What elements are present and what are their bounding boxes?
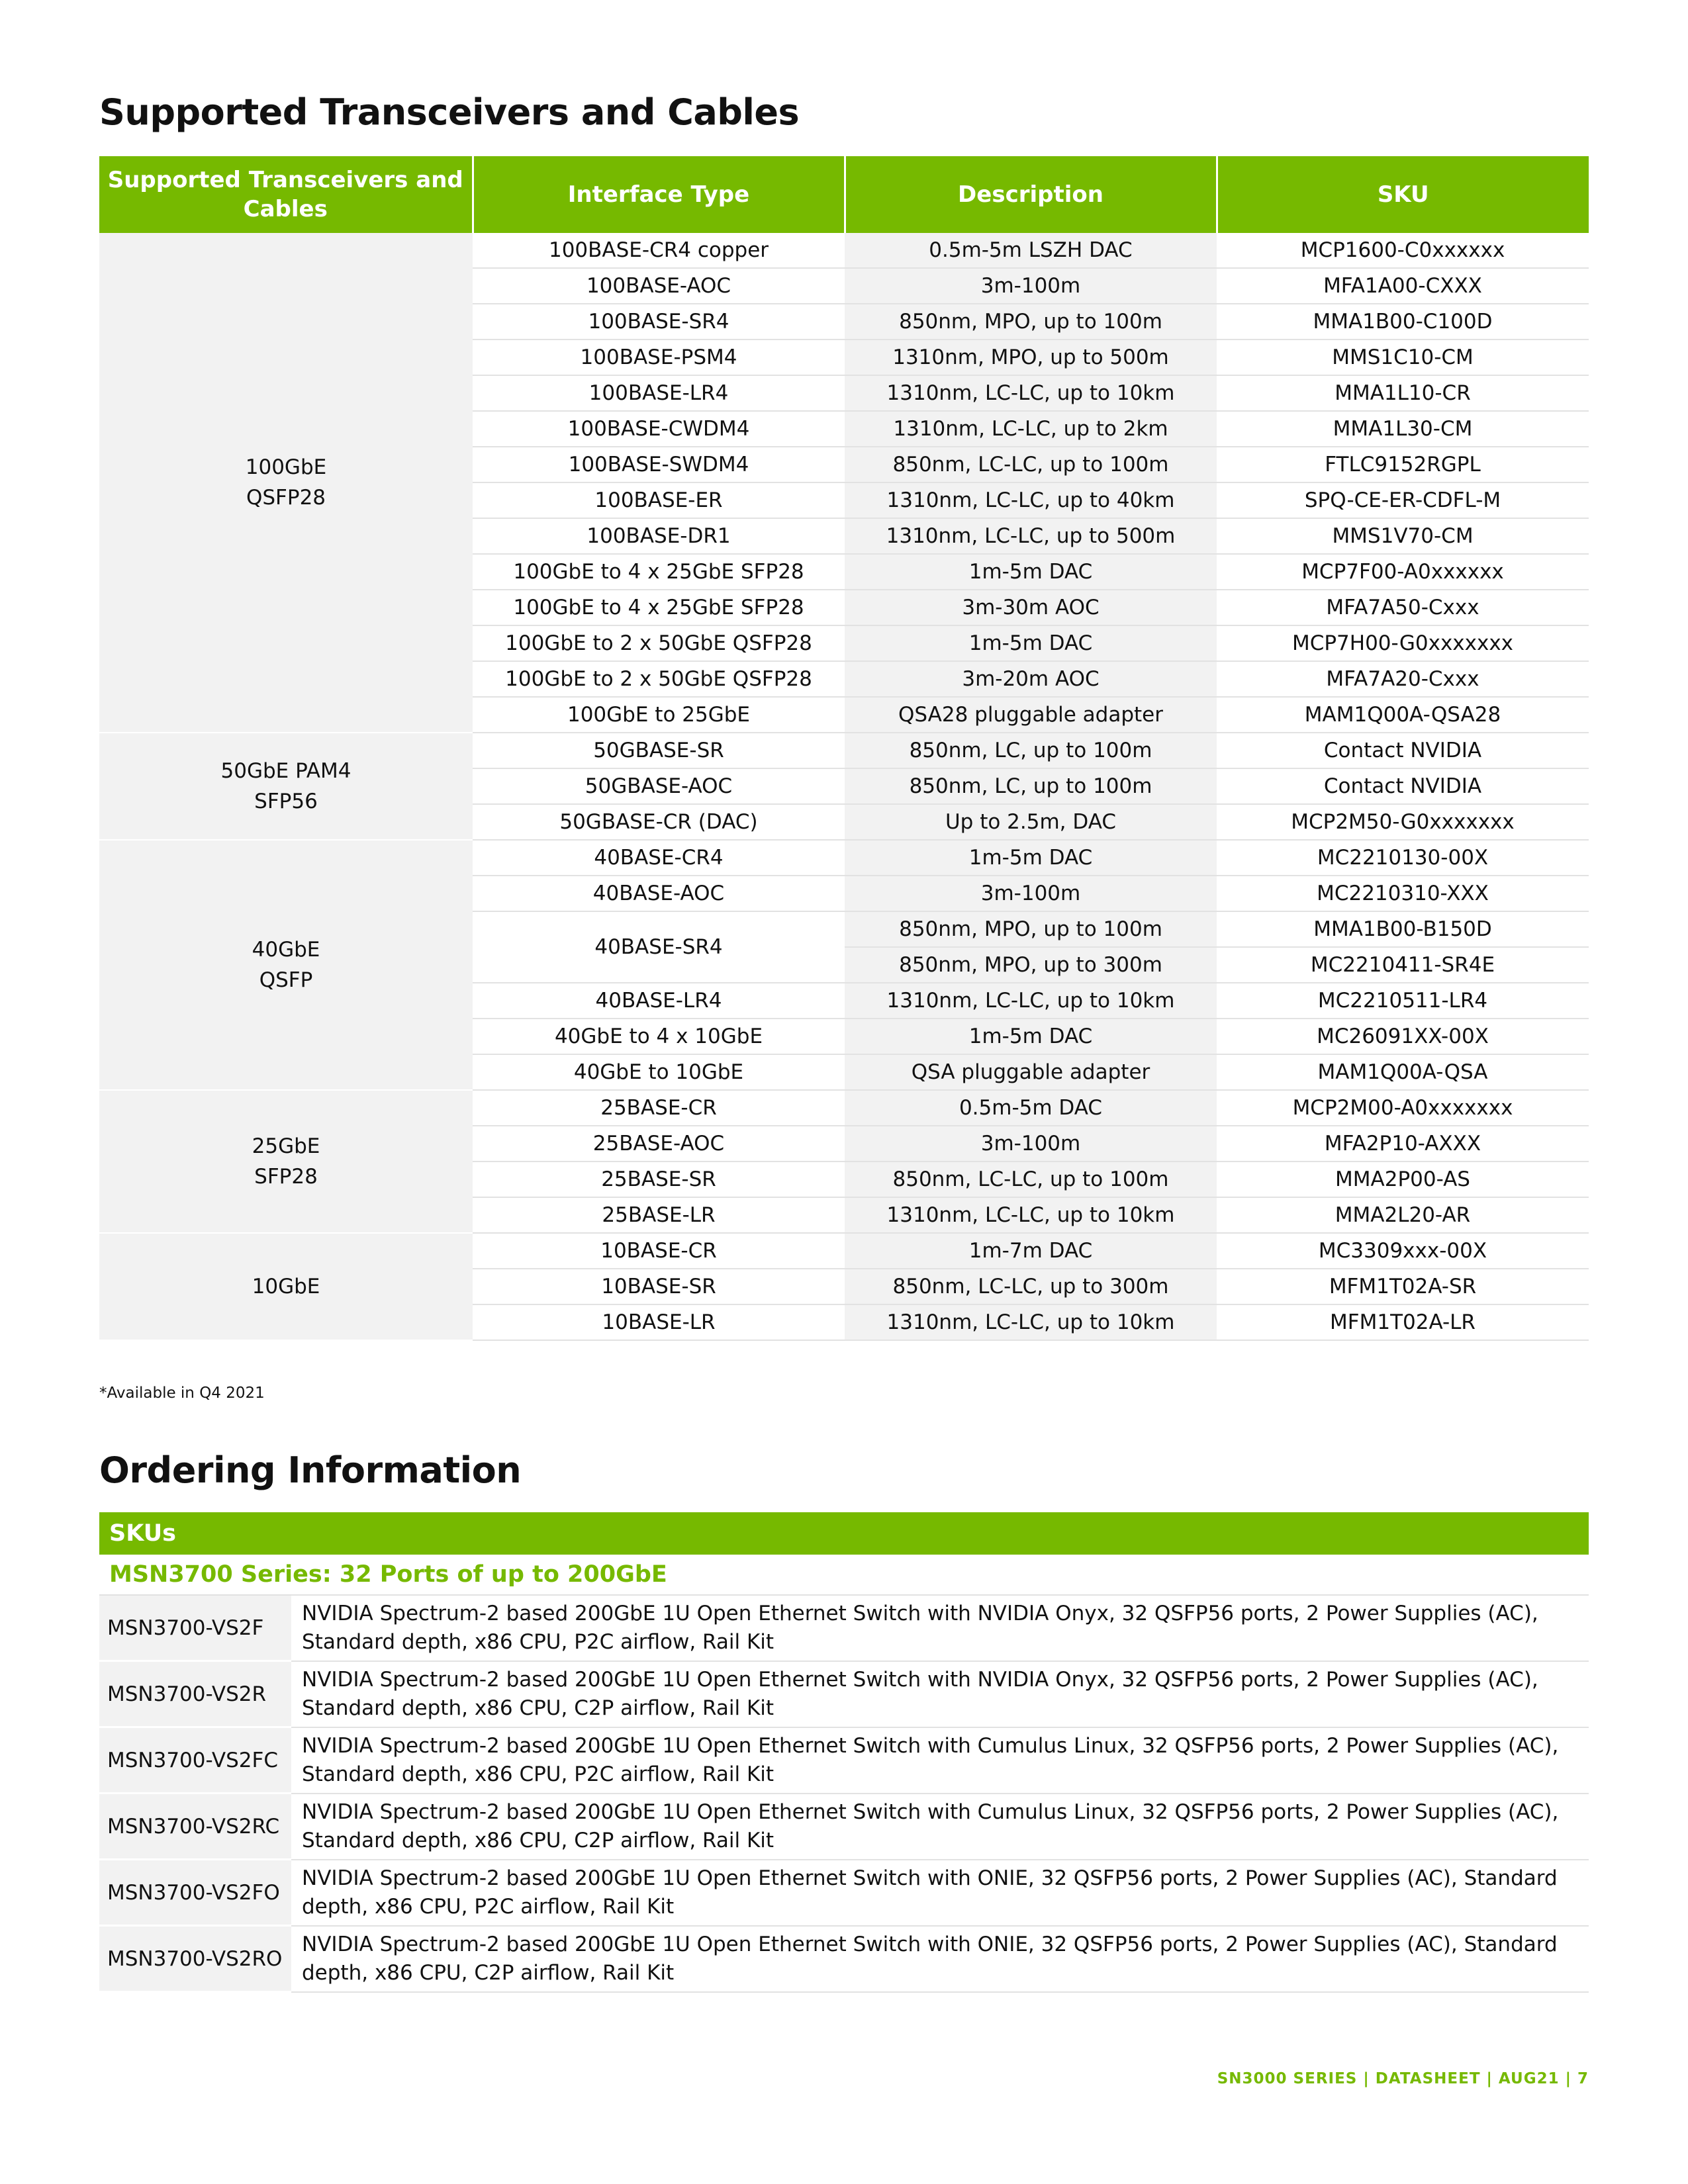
sku-cell: MCP2M50-G0xxxxxxx — [1217, 804, 1589, 840]
ordering-description: NVIDIA Spectrum-2 based 200GbE 1U Open Ethernet Switch with Cumulus Linux, 32 QSFP56 ports, 2 Power Supplies (AC), Standard depth, x86 CPU, C2P airflow, Rail Kit — [291, 1794, 1589, 1860]
table-row — [99, 1233, 1589, 1269]
table-row — [99, 733, 1589, 768]
interface-type-cell: 40GbE to 4 x 10GbE — [473, 1019, 845, 1054]
description-cell: 850nm, LC-LC, up to 300m — [845, 1269, 1217, 1304]
interface-type-cell: 100GbE to 2 x 50GbE QSFP28 — [473, 661, 845, 697]
header-supported: Supported Transceivers and Cables — [99, 156, 473, 233]
ordering-description: NVIDIA Spectrum-2 based 200GbE 1U Open Ethernet Switch with NVIDIA Onyx, 32 QSFP56 ports, 2 Power Supplies (AC), Standard depth, x86 CPU, P2C airflow, Rail Kit — [291, 1595, 1589, 1661]
sku-cell: MCP7H00-G0xxxxxxx — [1217, 625, 1589, 661]
interface-type-cell: 100BASE-AOC — [473, 268, 845, 304]
interface-type-cell: 40BASE-LR4 — [473, 983, 845, 1019]
interface-type-cell: 100BASE-SWDM4 — [473, 447, 845, 482]
description-cell: 850nm, LC, up to 100m — [845, 733, 1217, 768]
group-label: 40GbE QSFP — [99, 840, 473, 1090]
interface-type-cell: 50GBASE-AOC — [473, 768, 845, 804]
series-title: MSN3700 Series: 32 Ports of up to 200GbE — [99, 1555, 1589, 1595]
description-cell: 3m-100m — [845, 1126, 1217, 1161]
ordering-row — [99, 1595, 1589, 1661]
footnote: *Available in Q4 2021 — [99, 1385, 265, 1402]
ordering-sku: MSN3700-VS2FO — [99, 1860, 291, 1926]
interface-type-cell: 25BASE-LR — [473, 1197, 845, 1233]
interface-type-cell: 40BASE-AOC — [473, 876, 845, 911]
sku-cell: MMS1V70-CM — [1217, 518, 1589, 554]
interface-type-cell: 100GbE to 4 x 25GbE SFP28 — [473, 590, 845, 625]
header-description: Description — [845, 156, 1217, 233]
interface-type-cell: 10BASE-CR — [473, 1233, 845, 1269]
description-cell: 0.5m-5m LSZH DAC — [845, 233, 1217, 268]
sku-cell: MC3309xxx-00X — [1217, 1233, 1589, 1269]
interface-type-cell: 100BASE-CR4 copper — [473, 233, 845, 268]
interface-type-cell: 100BASE-CWDM4 — [473, 411, 845, 447]
section-title-transceivers: Supported Transceivers and Cables — [99, 91, 800, 133]
interface-type-cell: 40BASE-CR4 — [473, 840, 845, 876]
interface-type-cell: 40GbE to 10GbE — [473, 1054, 845, 1090]
description-cell: 0.5m-5m DAC — [845, 1090, 1217, 1126]
sku-cell: MCP1600-C0xxxxxx — [1217, 233, 1589, 268]
page-footer: SN3000 SERIES | DATASHEET | AUG21 | 7 — [1217, 2070, 1589, 2087]
ordering-header-row — [99, 1512, 1589, 1555]
interface-type-cell: 40BASE-SR4 — [473, 911, 845, 983]
sku-cell: SPQ-CE-ER-CDFL-M — [1217, 482, 1589, 518]
sku-cell: MMA1L30-CM — [1217, 411, 1589, 447]
series-row — [99, 1555, 1589, 1595]
section-title-ordering: Ordering Information — [99, 1449, 522, 1491]
sku-cell: MAM1Q00A-QSA28 — [1217, 697, 1589, 733]
sku-cell: MMA2L20-AR — [1217, 1197, 1589, 1233]
description-cell: 3m-30m AOC — [845, 590, 1217, 625]
sku-cell: MMS1C10-CM — [1217, 340, 1589, 375]
description-cell: 3m-20m AOC — [845, 661, 1217, 697]
ordering-table-body — [99, 1555, 1589, 1992]
description-cell: 1310nm, LC-LC, up to 500m — [845, 518, 1217, 554]
sku-cell: MC2210310-XXX — [1217, 876, 1589, 911]
interface-type-cell: 10BASE-LR — [473, 1304, 845, 1340]
ordering-row — [99, 1727, 1589, 1794]
table-row — [99, 1090, 1589, 1126]
description-cell: 1m-5m DAC — [845, 840, 1217, 876]
description-cell: 1m-5m DAC — [845, 1019, 1217, 1054]
description-cell: 1310nm, LC-LC, up to 10km — [845, 983, 1217, 1019]
sku-cell: MC2210511-LR4 — [1217, 983, 1589, 1019]
sku-cell: MC26091XX-00X — [1217, 1019, 1589, 1054]
ordering-description: NVIDIA Spectrum-2 based 200GbE 1U Open Ethernet Switch with Cumulus Linux, 32 QSFP56 ports, 2 Power Supplies (AC), Standard depth, x86 CPU, P2C airflow, Rail Kit — [291, 1727, 1589, 1794]
description-cell: 850nm, LC-LC, up to 100m — [845, 447, 1217, 482]
sku-cell: MFM1T02A-LR — [1217, 1304, 1589, 1340]
ordering-row — [99, 1860, 1589, 1926]
header-interface-type: Interface Type — [473, 156, 845, 233]
interface-type-cell: 100BASE-DR1 — [473, 518, 845, 554]
ordering-sku: MSN3700-VS2FC — [99, 1727, 291, 1794]
ordering-sku: MSN3700-VS2RC — [99, 1794, 291, 1860]
ordering-header: SKUs — [99, 1512, 1589, 1555]
sku-cell: MFA1A00-CXXX — [1217, 268, 1589, 304]
ordering-row — [99, 1926, 1589, 1992]
description-cell: QSA pluggable adapter — [845, 1054, 1217, 1090]
ordering-table — [99, 1512, 1589, 1993]
table-row — [99, 840, 1589, 876]
description-cell: 3m-100m — [845, 876, 1217, 911]
ordering-row — [99, 1661, 1589, 1727]
sku-cell: MCP2M00-A0xxxxxxx — [1217, 1090, 1589, 1126]
description-cell: 1310nm, LC-LC, up to 2km — [845, 411, 1217, 447]
interface-type-cell: 25BASE-AOC — [473, 1126, 845, 1161]
description-cell: 1m-5m DAC — [845, 625, 1217, 661]
interface-type-cell: 50GBASE-CR (DAC) — [473, 804, 845, 840]
ordering-sku: MSN3700-VS2R — [99, 1661, 291, 1727]
sku-cell: MMA1B00-C100D — [1217, 304, 1589, 340]
ordering-sku: MSN3700-VS2RO — [99, 1926, 291, 1992]
description-cell: 1310nm, LC-LC, up to 10km — [845, 1197, 1217, 1233]
interface-type-cell: 10BASE-SR — [473, 1269, 845, 1304]
header-sku: SKU — [1217, 156, 1589, 233]
description-cell: 850nm, MPO, up to 100m — [845, 911, 1217, 947]
interface-type-cell: 25BASE-CR — [473, 1090, 845, 1126]
interface-type-cell: 50GBASE-SR — [473, 733, 845, 768]
table-row — [99, 233, 1589, 268]
sku-cell: Contact NVIDIA — [1217, 733, 1589, 768]
ordering-description: NVIDIA Spectrum-2 based 200GbE 1U Open Ethernet Switch with ONIE, 32 QSFP56 ports, 2 Power Supplies (AC), Standard depth, x86 CPU, C2P airflow, Rail Kit — [291, 1926, 1589, 1992]
sku-cell: MMA1L10-CR — [1217, 375, 1589, 411]
ordering-sku: MSN3700-VS2F — [99, 1595, 291, 1661]
sku-cell: MFA7A50-Cxxx — [1217, 590, 1589, 625]
interface-type-cell: 100GbE to 2 x 50GbE QSFP28 — [473, 625, 845, 661]
sku-cell: MC2210130-00X — [1217, 840, 1589, 876]
interface-type-cell: 25BASE-SR — [473, 1161, 845, 1197]
description-cell: 850nm, MPO, up to 100m — [845, 304, 1217, 340]
interface-type-cell: 100BASE-ER — [473, 482, 845, 518]
ordering-description: NVIDIA Spectrum-2 based 200GbE 1U Open Ethernet Switch with ONIE, 32 QSFP56 ports, 2 Power Supplies (AC), Standard depth, x86 CPU, P2C airflow, Rail Kit — [291, 1860, 1589, 1926]
description-cell: 3m-100m — [845, 268, 1217, 304]
description-cell: 850nm, LC-LC, up to 100m — [845, 1161, 1217, 1197]
description-cell: 1310nm, MPO, up to 500m — [845, 340, 1217, 375]
group-label: 10GbE — [99, 1233, 473, 1340]
sku-cell: Contact NVIDIA — [1217, 768, 1589, 804]
group-label: 100GbE QSFP28 — [99, 233, 473, 733]
transceivers-table — [99, 156, 1589, 1341]
sku-cell: MFA2P10-AXXX — [1217, 1126, 1589, 1161]
group-label: 50GbE PAM4 SFP56 — [99, 733, 473, 840]
description-cell: 1310nm, LC-LC, up to 10km — [845, 375, 1217, 411]
sku-cell: MCP7F00-A0xxxxxx — [1217, 554, 1589, 590]
description-cell: Up to 2.5m, DAC — [845, 804, 1217, 840]
interface-type-cell: 100BASE-PSM4 — [473, 340, 845, 375]
transceivers-table-body — [99, 233, 1589, 1340]
description-cell: 1m-5m DAC — [845, 554, 1217, 590]
transceivers-header-row — [99, 156, 1589, 233]
description-cell: 850nm, LC, up to 100m — [845, 768, 1217, 804]
sku-cell: MMA2P00-AS — [1217, 1161, 1589, 1197]
sku-cell: MFA7A20-Cxxx — [1217, 661, 1589, 697]
ordering-row — [99, 1794, 1589, 1860]
sku-cell: FTLC9152RGPL — [1217, 447, 1589, 482]
sku-cell: MC2210411-SR4E — [1217, 947, 1589, 983]
description-cell: QSA28 pluggable adapter — [845, 697, 1217, 733]
interface-type-cell: 100BASE-LR4 — [473, 375, 845, 411]
sku-cell: MAM1Q00A-QSA — [1217, 1054, 1589, 1090]
group-label: 25GbE SFP28 — [99, 1090, 473, 1233]
ordering-description: NVIDIA Spectrum-2 based 200GbE 1U Open Ethernet Switch with NVIDIA Onyx, 32 QSFP56 ports, 2 Power Supplies (AC), Standard depth, x86 CPU, C2P airflow, Rail Kit — [291, 1661, 1589, 1727]
description-cell: 850nm, MPO, up to 300m — [845, 947, 1217, 983]
interface-type-cell: 100GbE to 4 x 25GbE SFP28 — [473, 554, 845, 590]
description-cell: 1310nm, LC-LC, up to 40km — [845, 482, 1217, 518]
interface-type-cell: 100GbE to 25GbE — [473, 697, 845, 733]
description-cell: 1m-7m DAC — [845, 1233, 1217, 1269]
sku-cell: MMA1B00-B150D — [1217, 911, 1589, 947]
interface-type-cell: 100BASE-SR4 — [473, 304, 845, 340]
description-cell: 1310nm, LC-LC, up to 10km — [845, 1304, 1217, 1340]
sku-cell: MFM1T02A-SR — [1217, 1269, 1589, 1304]
